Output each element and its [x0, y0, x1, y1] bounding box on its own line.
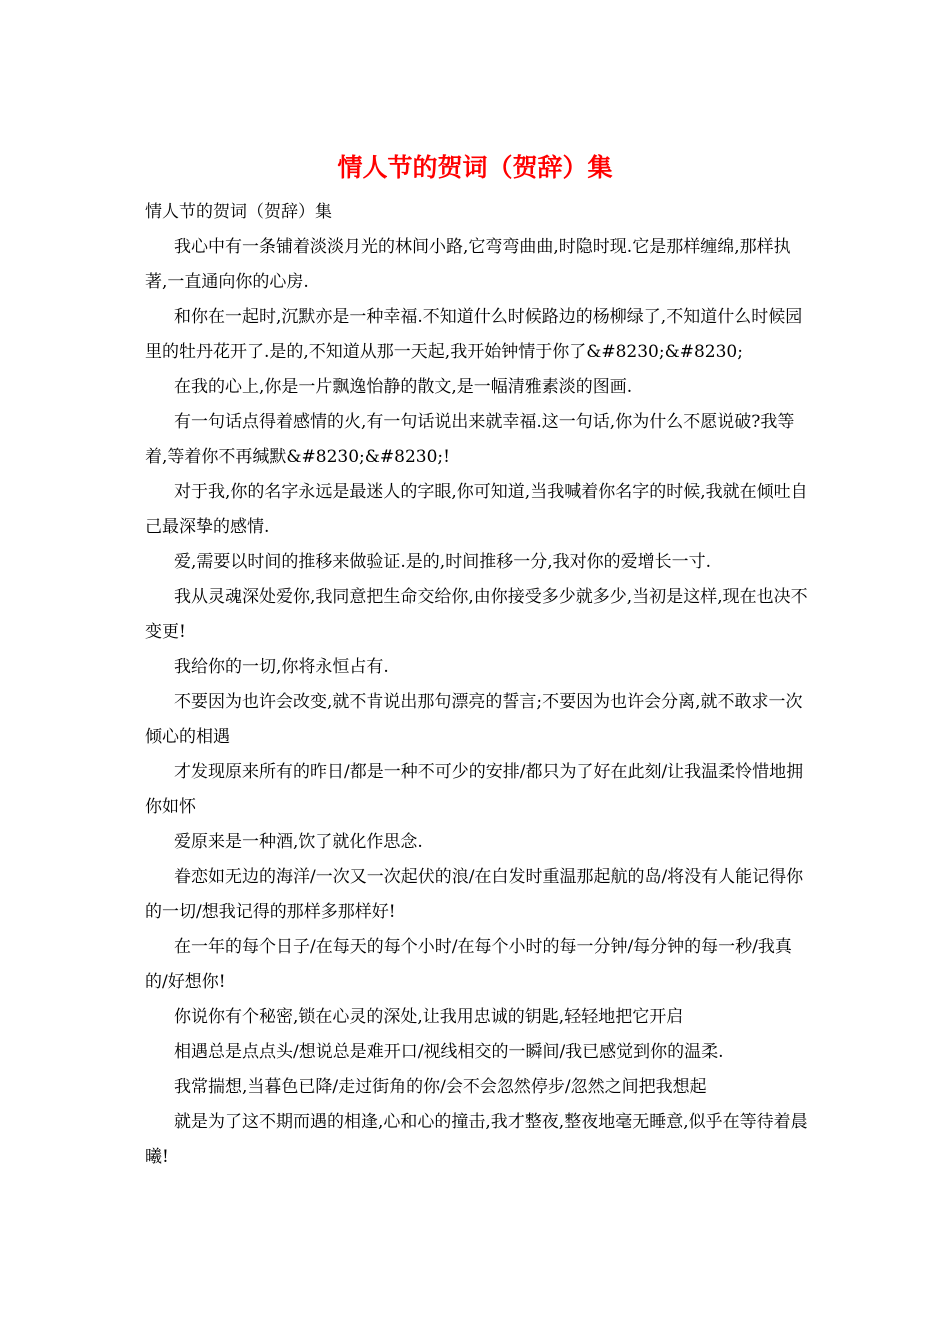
paragraph: 对于我,你的名字永远是最迷人的字眼,你可知道,当我喊着你名字的时候,我就在倾吐自己最深挚的感情. [145, 482, 808, 537]
paragraph: 我从灵魂深处爱你,我同意把生命交给你,由你接受多少就多少,当初是这样,现在也决不变更! [145, 587, 808, 642]
document-subtitle: 情人节的贺词（贺辞）集 [145, 202, 332, 222]
paragraph: 不要因为也许会改变,就不肯说出那句漂亮的誓言;不要因为也许会分离,就不敢求一次倾心的相遇 [145, 692, 803, 747]
paragraph: 在一年的每个日子/在每天的每个小时/在每个小时的每一分钟/每分钟的每一秒/我真的/好想你! [145, 937, 792, 992]
paragraph: 我心中有一条铺着淡淡月光的林间小路,它弯弯曲曲,时隐时现.它是那样缠绵,那样执著,一直通向你的心房. [145, 237, 791, 292]
paragraph: 你说你有个秘密,锁在心灵的深处,让我用忠诚的钥匙,轻轻地把它开启 [174, 1007, 684, 1027]
document-body [145, 195, 810, 1175]
document-title: 情人节的贺词（贺辞）集 [337, 153, 613, 182]
paragraph: 才发现原来所有的昨日/都是一种不可少的安排/都只为了好在此刻/让我温柔怜惜地拥你如怀 [145, 762, 804, 817]
paragraph: 我给你的一切,你将永恒占有. [174, 657, 389, 677]
paragraph: 在我的心上,你是一片飘逸怡静的散文,是一幅清雅素淡的图画. [174, 377, 633, 397]
paragraph: 有一句话点得着感情的火,有一句话说出来就幸福.这一句话,你为什么不愿说破?我等着,等着你不再缄默&#8230;&#8230;! [145, 412, 795, 467]
paragraph: 相遇总是点点头/想说总是难开口/视线相交的一瞬间/我已感觉到你的温柔. [174, 1042, 724, 1062]
paragraph: 爱原来是一种酒,饮了就化作思念. [174, 832, 423, 852]
paragraph: 和你在一起时,沉默亦是一种幸福.不知道什么时候路边的杨柳绿了,不知道什么时候园里的牡丹花开了.是的,不知道从那一天起,我开始钟情于你了&#8230;&#8230; [145, 307, 803, 362]
paragraph: 就是为了这不期而遇的相逢,心和心的撞击,我才整夜,整夜地毫无睡意,似乎在等待着晨曦! [145, 1112, 808, 1167]
paragraph: 眷恋如无边的海洋/一次又一次起伏的浪/在白发时重温那起航的岛/将没有人能记得你的一切/想我记得的那样多那样好! [145, 867, 804, 922]
paragraph: 爱,需要以时间的推移来做验证.是的,时间推移一分,我对你的爱增长一寸. [174, 552, 712, 572]
paragraph: 我常揣想,当暮色已降/走过街角的你/会不会忽然停步/忽然之间把我想起 [174, 1077, 707, 1097]
